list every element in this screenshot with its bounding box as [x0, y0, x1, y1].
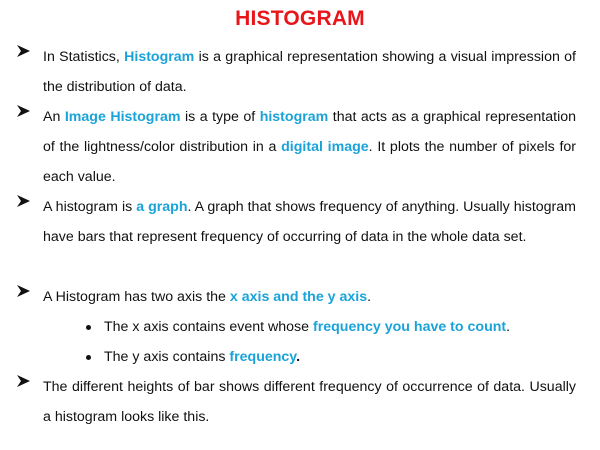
bullet-text	[43, 192, 576, 252]
text-run: is a type of	[180, 109, 260, 125]
text-run: A histogram is	[43, 199, 137, 215]
text-run: . A graph that shows frequency of anything. Usually histogram have bars that represent frequency of occurring of data in the whole data set.	[43, 199, 576, 245]
bullet-text	[43, 282, 576, 312]
bullet-bar-heights	[16, 372, 576, 432]
arrow-bullet-icon	[16, 104, 31, 118]
bullet-text	[43, 42, 576, 102]
highlighted-term: x axis and the y axis	[229, 289, 368, 305]
highlighted-term: frequency you have to count	[312, 319, 507, 335]
highlighted-term: a graph	[136, 199, 188, 215]
bullet-two-axes	[16, 282, 576, 312]
dot-bullet-icon	[86, 355, 91, 360]
text-run: that acts as a graphical representation of the lightness/color distribution in a	[43, 109, 576, 155]
arrow-bullet-icon	[16, 284, 31, 298]
text-run: The x axis contains event whose	[104, 319, 313, 335]
sub-bullet-text	[104, 312, 566, 342]
bullet-text	[43, 372, 576, 432]
highlighted-term: histogram	[259, 109, 329, 125]
arrow-bullet-icon	[16, 194, 31, 208]
dot-bullet-icon	[86, 325, 91, 330]
text-run: In Statistics,	[43, 49, 125, 65]
text-run: An	[43, 109, 65, 125]
highlighted-term: frequency	[229, 349, 297, 365]
text-run: .	[367, 289, 372, 305]
text-run: .	[506, 319, 511, 335]
sub-bullet-text	[104, 342, 566, 372]
bullet-image-histogram	[16, 102, 576, 192]
bullet-text	[43, 102, 576, 192]
slide-title: HISTOGRAM	[235, 7, 365, 30]
sub-bullet-y-axis	[86, 342, 566, 372]
text-run: . It plots the number of pixels for each value.	[43, 139, 577, 185]
highlighted-term: digital image	[281, 139, 369, 155]
text-run: is a graphical representation showing a visual impression of the distribution of data.	[43, 49, 576, 95]
text-run: The different heights of bar shows different frequency of occurrence of data. Usually a histogram looks like this.	[43, 379, 576, 425]
arrow-bullet-icon	[16, 44, 31, 58]
highlighted-term: Image Histogram	[64, 109, 181, 125]
text-run: A Histogram has two axis the	[43, 289, 230, 305]
arrow-bullet-icon	[16, 374, 31, 388]
highlighted-term: Histogram	[124, 49, 195, 65]
text-run: .	[296, 349, 301, 365]
bullet-histogram-graph	[16, 192, 576, 252]
bullet-statistics-definition	[16, 42, 576, 102]
sub-bullet-x-axis	[86, 312, 566, 342]
text-run: The y axis contains	[104, 349, 230, 365]
